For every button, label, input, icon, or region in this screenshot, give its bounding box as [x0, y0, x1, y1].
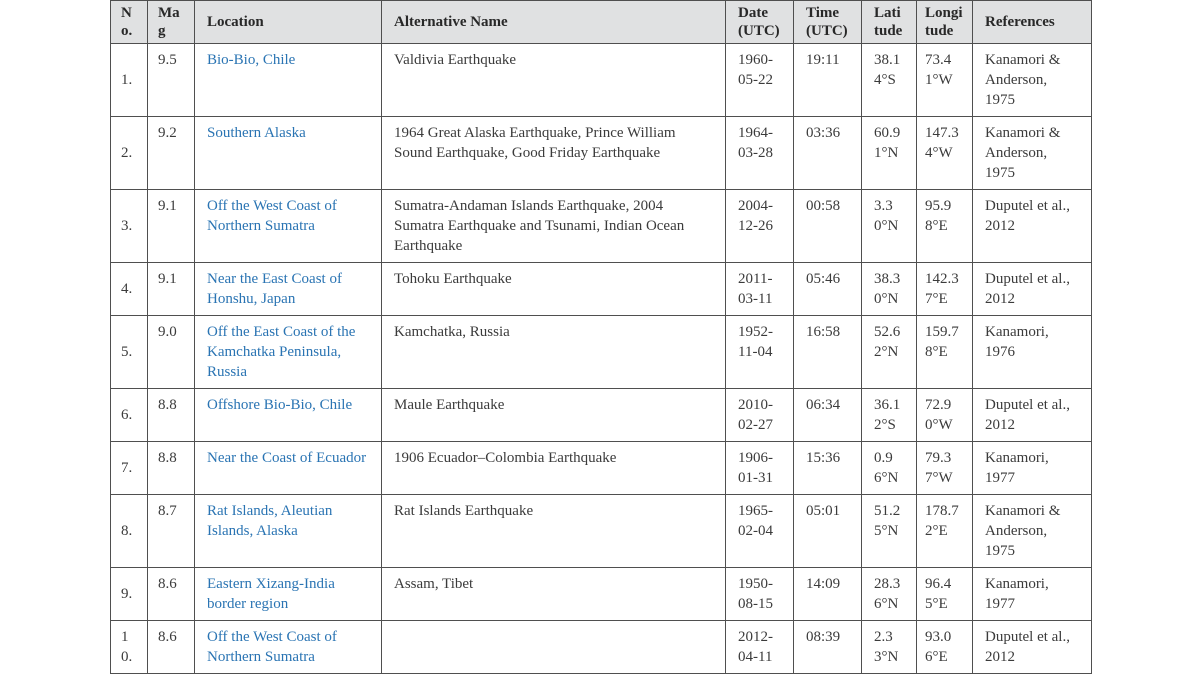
date-cell: 1952-11-04: [726, 316, 794, 389]
latitude-cell: 60.91°N: [862, 117, 917, 190]
location-cell: [195, 316, 382, 389]
location-cell: [195, 568, 382, 621]
alternative-name-cell: Rat Islands Earthquake: [382, 495, 726, 568]
column-header-mag: Mag: [148, 1, 195, 44]
latitude-cell: 28.36°N: [862, 568, 917, 621]
alternative-name-cell: 1906 Ecuador–Colombia Earthquake: [382, 442, 726, 495]
alternative-name-cell: Kamchatka, Russia: [382, 316, 726, 389]
references-cell: Duputel et al., 2012: [973, 621, 1092, 674]
table-row: [111, 442, 1092, 495]
location-link[interactable]: Off the East Coast of the Kamchatka Peninsula, Russia: [207, 324, 356, 380]
date-cell: 1950-08-15: [726, 568, 794, 621]
date-cell: 2010-02-27: [726, 389, 794, 442]
column-header-alternative-name: Alternative Name: [382, 1, 726, 44]
date-cell: 2004-12-26: [726, 190, 794, 263]
row-number-cell: 4.: [111, 263, 148, 316]
longitude-cell: 79.37°W: [917, 442, 973, 495]
location-link[interactable]: Near the East Coast of Honshu, Japan: [207, 271, 342, 307]
time-cell: 06:34: [794, 389, 862, 442]
table-row: [111, 190, 1092, 263]
references-cell: Kanamori, 1977: [973, 568, 1092, 621]
references-cell: Kanamori & Anderson, 1975: [973, 117, 1092, 190]
location-link[interactable]: Bio-Bio, Chile: [207, 52, 296, 68]
magnitude-cell: 8.6: [148, 621, 195, 674]
location-link[interactable]: Rat Islands, Aleutian Islands, Alaska: [207, 503, 333, 539]
latitude-cell: 0.96°N: [862, 442, 917, 495]
latitude-cell: 3.30°N: [862, 190, 917, 263]
row-number-cell: 2.: [111, 117, 148, 190]
alternative-name-cell: [382, 621, 726, 674]
location-link[interactable]: Off the West Coast of Northern Sumatra: [207, 629, 337, 665]
row-number-cell: 9.: [111, 568, 148, 621]
column-header-longitude: Longitude: [917, 1, 973, 44]
magnitude-cell: 9.1: [148, 263, 195, 316]
alternative-name-cell: Valdivia Earthquake: [382, 44, 726, 117]
magnitude-cell: 9.1: [148, 190, 195, 263]
references-cell: Kanamori, 1976: [973, 316, 1092, 389]
alternative-name-cell: Maule Earthquake: [382, 389, 726, 442]
date-cell: 2011-03-11: [726, 263, 794, 316]
time-cell: 05:01: [794, 495, 862, 568]
table-row: [111, 568, 1092, 621]
row-number-cell: 1.: [111, 44, 148, 117]
longitude-cell: 96.45°E: [917, 568, 973, 621]
earthquake-table: [110, 0, 1092, 674]
row-number-cell: 6.: [111, 389, 148, 442]
magnitude-cell: 8.6: [148, 568, 195, 621]
location-cell: [195, 621, 382, 674]
location-cell: [195, 442, 382, 495]
table-row: [111, 316, 1092, 389]
magnitude-cell: 8.7: [148, 495, 195, 568]
location-link[interactable]: Near the Coast of Ecuador: [207, 450, 367, 466]
references-cell: Kanamori & Anderson, 1975: [973, 495, 1092, 568]
column-header-location: Location: [195, 1, 382, 44]
magnitude-cell: 9.0: [148, 316, 195, 389]
latitude-cell: 2.33°N: [862, 621, 917, 674]
time-cell: 14:09: [794, 568, 862, 621]
location-cell: [195, 495, 382, 568]
date-cell: 1960-05-22: [726, 44, 794, 117]
date-cell: 1906-01-31: [726, 442, 794, 495]
longitude-cell: 142.37°E: [917, 263, 973, 316]
longitude-cell: 95.98°E: [917, 190, 973, 263]
location-cell: [195, 190, 382, 263]
date-cell: 1965-02-04: [726, 495, 794, 568]
table-row: [111, 389, 1092, 442]
location-cell: [195, 263, 382, 316]
magnitude-cell: 8.8: [148, 442, 195, 495]
latitude-cell: 38.30°N: [862, 263, 917, 316]
references-cell: Duputel et al., 2012: [973, 389, 1092, 442]
row-number-cell: 8.: [111, 495, 148, 568]
longitude-cell: 73.41°W: [917, 44, 973, 117]
latitude-cell: 36.12°S: [862, 389, 917, 442]
column-header-no: No.: [111, 1, 148, 44]
table-row: [111, 263, 1092, 316]
location-cell: [195, 117, 382, 190]
time-cell: 08:39: [794, 621, 862, 674]
time-cell: 00:58: [794, 190, 862, 263]
table-row: [111, 495, 1092, 568]
location-link[interactable]: Offshore Bio-Bio, Chile: [207, 397, 353, 413]
table-row: [111, 44, 1092, 117]
table-row: [111, 117, 1092, 190]
column-header-references: References: [973, 1, 1092, 44]
header-row: [111, 1, 1092, 44]
alternative-name-cell: Tohoku Earthquake: [382, 263, 726, 316]
location-cell: [195, 44, 382, 117]
longitude-cell: 147.34°W: [917, 117, 973, 190]
references-cell: Duputel et al., 2012: [973, 263, 1092, 316]
row-number-cell: 7.: [111, 442, 148, 495]
references-cell: Duputel et al., 2012: [973, 190, 1092, 263]
time-cell: 16:58: [794, 316, 862, 389]
row-number-cell: 3.: [111, 190, 148, 263]
table-row: [111, 621, 1092, 674]
column-header-latitude: Latitude: [862, 1, 917, 44]
magnitude-cell: 8.8: [148, 389, 195, 442]
time-cell: 15:36: [794, 442, 862, 495]
magnitude-cell: 9.5: [148, 44, 195, 117]
latitude-cell: 38.14°S: [862, 44, 917, 117]
time-cell: 19:11: [794, 44, 862, 117]
longitude-cell: 159.78°E: [917, 316, 973, 389]
latitude-cell: 52.62°N: [862, 316, 917, 389]
longitude-cell: 178.72°E: [917, 495, 973, 568]
references-cell: Kanamori & Anderson, 1975: [973, 44, 1092, 117]
location-cell: [195, 389, 382, 442]
location-link[interactable]: Southern Alaska: [207, 125, 306, 141]
alternative-name-cell: Sumatra-Andaman Islands Earthquake, 2004 Sumatra Earthquake and Tsunami, Indian Ocean Earthquake: [382, 190, 726, 263]
references-cell: Kanamori, 1977: [973, 442, 1092, 495]
magnitude-cell: 9.2: [148, 117, 195, 190]
latitude-cell: 51.25°N: [862, 495, 917, 568]
row-number-cell: 10.: [111, 621, 148, 674]
date-cell: 2012-04-11: [726, 621, 794, 674]
time-cell: 05:46: [794, 263, 862, 316]
column-header-date-utc: Date (UTC): [726, 1, 794, 44]
longitude-cell: 72.90°W: [917, 389, 973, 442]
alternative-name-cell: Assam, Tibet: [382, 568, 726, 621]
date-cell: 1964-03-28: [726, 117, 794, 190]
time-cell: 03:36: [794, 117, 862, 190]
row-number-cell: 5.: [111, 316, 148, 389]
location-link[interactable]: Eastern Xizang-India border region: [207, 576, 335, 612]
alternative-name-cell: 1964 Great Alaska Earthquake, Prince William Sound Earthquake, Good Friday Earthquake: [382, 117, 726, 190]
longitude-cell: 93.06°E: [917, 621, 973, 674]
location-link[interactable]: Off the West Coast of Northern Sumatra: [207, 198, 337, 234]
column-header-time-utc: Time (UTC): [794, 1, 862, 44]
